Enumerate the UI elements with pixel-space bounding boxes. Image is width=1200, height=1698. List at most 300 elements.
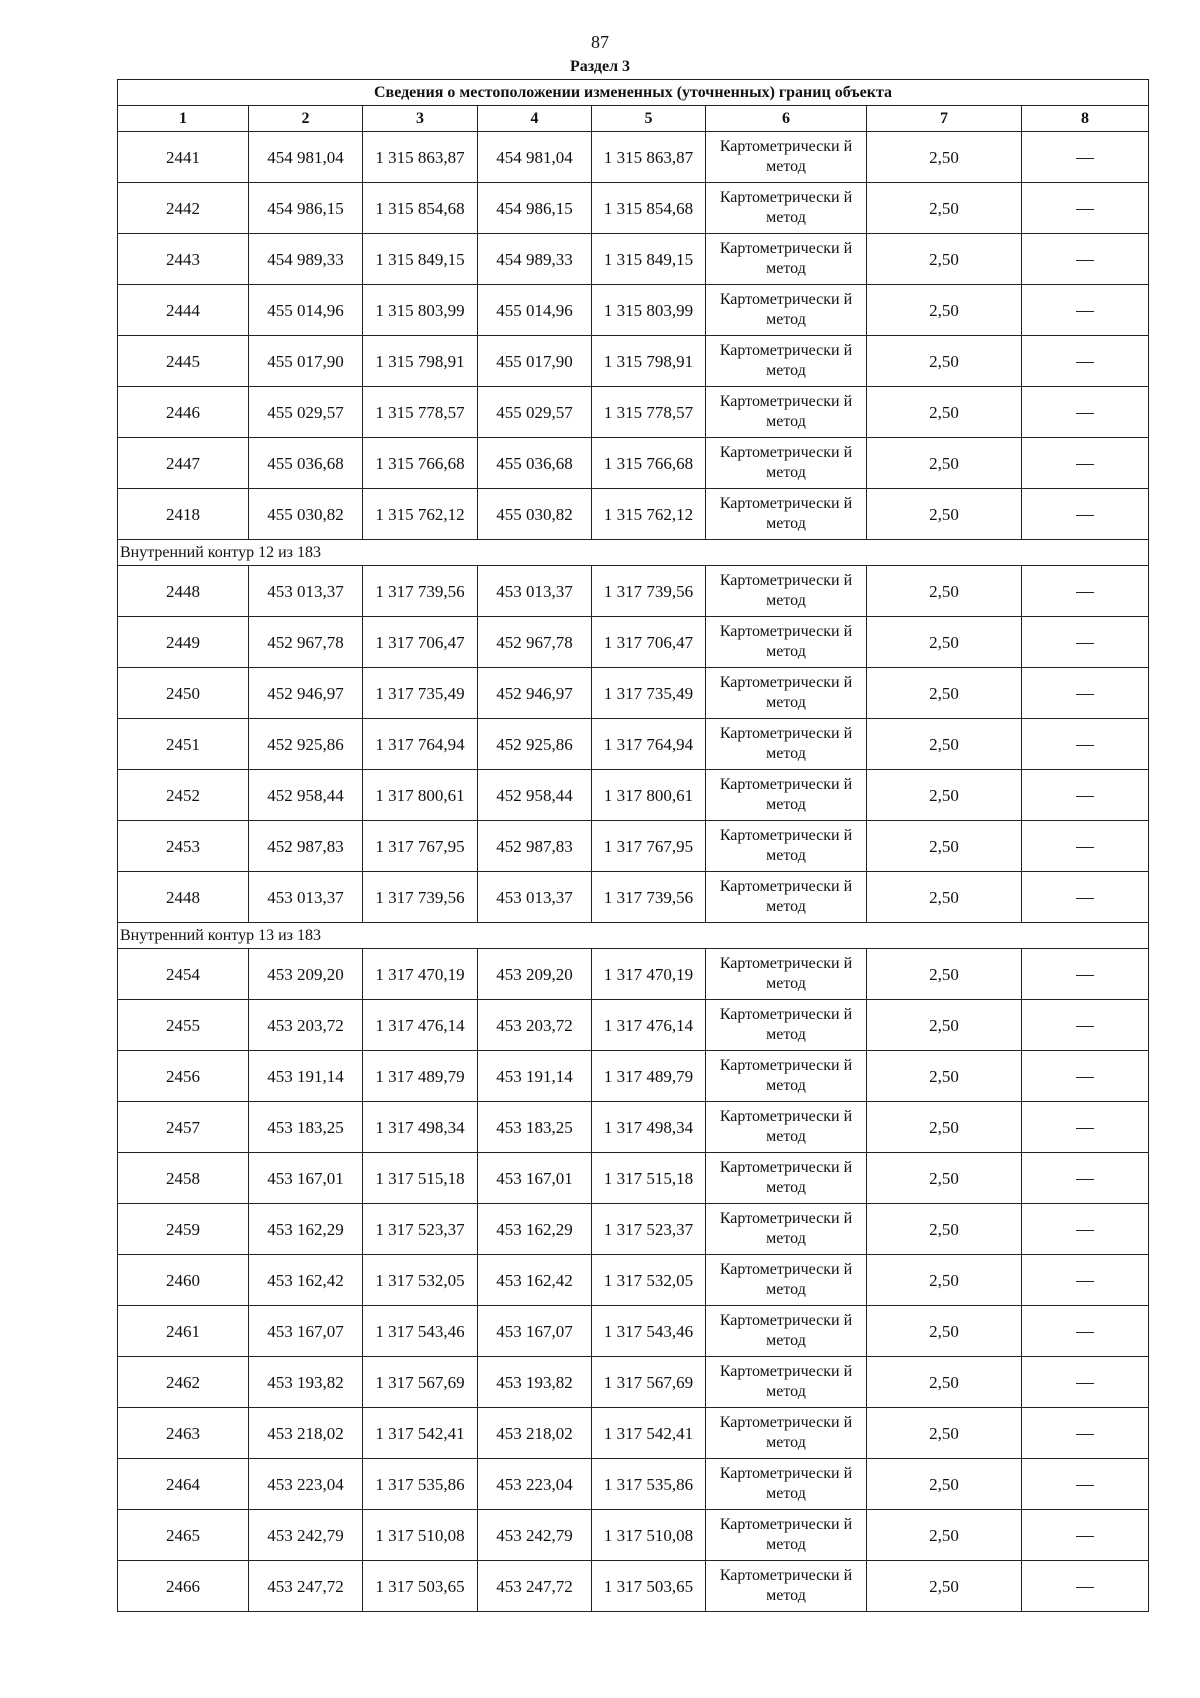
dash-mark: [1076, 515, 1094, 516]
method-text: Картометрически й метод: [719, 1210, 853, 1247]
method-cell: [706, 949, 867, 1000]
table-row: [118, 234, 1149, 285]
method-text: Картометрически й метод: [719, 189, 853, 226]
note-cell: [1022, 821, 1149, 872]
point-number-cell: 2460: [118, 1255, 249, 1306]
y-coordinate-cell: 1 315 798,91: [363, 336, 478, 387]
x-coordinate-cell: 453 013,37: [249, 566, 363, 617]
dash-mark: [1076, 311, 1094, 312]
column-number: 7: [867, 106, 1022, 132]
x-coordinate-cell: 453 162,29: [478, 1204, 592, 1255]
method-cell: [706, 821, 867, 872]
y-coordinate-cell: 1 317 764,94: [592, 719, 706, 770]
x-coordinate-cell: 453 191,14: [249, 1051, 363, 1102]
method-text: Картометрически й метод: [719, 776, 853, 813]
table-row: [118, 668, 1149, 719]
accuracy-cell: 2,50: [867, 949, 1022, 1000]
point-number-cell: 2418: [118, 489, 249, 540]
column-number: 5: [592, 106, 706, 132]
contour-label-row: [118, 923, 1149, 949]
y-coordinate-cell: 1 315 762,12: [592, 489, 706, 540]
y-coordinate-cell: 1 315 778,57: [592, 387, 706, 438]
method-cell: [706, 872, 867, 923]
y-coordinate-cell: 1 317 523,37: [363, 1204, 478, 1255]
point-number-cell: 2443: [118, 234, 249, 285]
method-cell: [706, 770, 867, 821]
y-coordinate-cell: 1 317 498,34: [592, 1102, 706, 1153]
note-cell: [1022, 1510, 1149, 1561]
table-row: [118, 183, 1149, 234]
table-row: [118, 1306, 1149, 1357]
x-coordinate-cell: 454 989,33: [478, 234, 592, 285]
note-cell: [1022, 489, 1149, 540]
column-number: 2: [249, 106, 363, 132]
x-coordinate-cell: 453 203,72: [249, 1000, 363, 1051]
table-row: [118, 1510, 1149, 1561]
y-coordinate-cell: 1 315 863,87: [592, 132, 706, 183]
table-row: [118, 1204, 1149, 1255]
table-row: [118, 1000, 1149, 1051]
note-cell: [1022, 1306, 1149, 1357]
method-text: Картометрически й метод: [719, 1516, 853, 1553]
dash-mark: [1076, 1230, 1094, 1231]
accuracy-cell: 2,50: [867, 489, 1022, 540]
method-cell: [706, 183, 867, 234]
method-cell: [706, 1102, 867, 1153]
point-number-cell: 2445: [118, 336, 249, 387]
method-text: Картометрически й метод: [719, 725, 853, 762]
note-cell: [1022, 336, 1149, 387]
x-coordinate-cell: 455 029,57: [249, 387, 363, 438]
contour-label-row: [118, 540, 1149, 566]
point-number-cell: 2465: [118, 1510, 249, 1561]
x-coordinate-cell: 455 029,57: [478, 387, 592, 438]
column-number: 3: [363, 106, 478, 132]
point-number-cell: 2451: [118, 719, 249, 770]
dash-mark: [1076, 413, 1094, 414]
method-cell: [706, 285, 867, 336]
note-cell: [1022, 183, 1149, 234]
accuracy-cell: 2,50: [867, 1204, 1022, 1255]
x-coordinate-cell: 452 967,78: [478, 617, 592, 668]
accuracy-cell: 2,50: [867, 1255, 1022, 1306]
y-coordinate-cell: 1 317 739,56: [592, 872, 706, 923]
method-text: Картометрически й метод: [719, 342, 853, 379]
point-number-cell: 2466: [118, 1561, 249, 1612]
note-cell: [1022, 770, 1149, 821]
y-coordinate-cell: 1 317 503,65: [592, 1561, 706, 1612]
x-coordinate-cell: 455 014,96: [249, 285, 363, 336]
x-coordinate-cell: 455 030,82: [249, 489, 363, 540]
x-coordinate-cell: 455 014,96: [478, 285, 592, 336]
y-coordinate-cell: 1 317 767,95: [592, 821, 706, 872]
x-coordinate-cell: 452 946,97: [249, 668, 363, 719]
method-text: Картометрически й метод: [719, 495, 853, 532]
y-coordinate-cell: 1 317 515,18: [363, 1153, 478, 1204]
y-coordinate-cell: 1 317 739,56: [363, 872, 478, 923]
table-caption: Сведения о местоположении измененных (уточненных) границ объекта: [118, 80, 1149, 106]
point-number-cell: 2453: [118, 821, 249, 872]
x-coordinate-cell: 453 162,42: [249, 1255, 363, 1306]
y-coordinate-cell: 1 317 543,46: [592, 1306, 706, 1357]
method-cell: [706, 1051, 867, 1102]
x-coordinate-cell: 453 167,07: [249, 1306, 363, 1357]
method-cell: [706, 234, 867, 285]
y-coordinate-cell: 1 317 535,86: [363, 1459, 478, 1510]
table-row: [118, 1255, 1149, 1306]
x-coordinate-cell: 452 925,86: [249, 719, 363, 770]
y-coordinate-cell: 1 317 535,86: [592, 1459, 706, 1510]
method-text: Картометрически й метод: [719, 444, 853, 481]
y-coordinate-cell: 1 317 567,69: [363, 1357, 478, 1408]
x-coordinate-cell: 453 167,01: [249, 1153, 363, 1204]
x-coordinate-cell: 453 183,25: [249, 1102, 363, 1153]
table-row: [118, 566, 1149, 617]
y-coordinate-cell: 1 317 489,79: [592, 1051, 706, 1102]
dash-mark: [1076, 694, 1094, 695]
point-number-cell: 2462: [118, 1357, 249, 1408]
accuracy-cell: 2,50: [867, 1000, 1022, 1051]
y-coordinate-cell: 1 315 849,15: [363, 234, 478, 285]
note-cell: [1022, 668, 1149, 719]
x-coordinate-cell: 455 017,90: [249, 336, 363, 387]
accuracy-cell: 2,50: [867, 872, 1022, 923]
accuracy-cell: 2,50: [867, 1459, 1022, 1510]
accuracy-cell: 2,50: [867, 1102, 1022, 1153]
column-number-row: [118, 106, 1149, 132]
y-coordinate-cell: 1 317 523,37: [592, 1204, 706, 1255]
y-coordinate-cell: 1 317 767,95: [363, 821, 478, 872]
table-row: [118, 1408, 1149, 1459]
dash-mark: [1076, 209, 1094, 210]
point-number-cell: 2461: [118, 1306, 249, 1357]
y-coordinate-cell: 1 317 800,61: [363, 770, 478, 821]
y-coordinate-cell: 1 317 739,56: [363, 566, 478, 617]
dash-mark: [1076, 1332, 1094, 1333]
y-coordinate-cell: 1 315 778,57: [363, 387, 478, 438]
y-coordinate-cell: 1 317 543,46: [363, 1306, 478, 1357]
y-coordinate-cell: 1 317 706,47: [363, 617, 478, 668]
x-coordinate-cell: 453 191,14: [478, 1051, 592, 1102]
dash-mark: [1076, 592, 1094, 593]
dash-mark: [1076, 1536, 1094, 1537]
method-cell: [706, 1204, 867, 1255]
point-number-cell: 2442: [118, 183, 249, 234]
column-number: 4: [478, 106, 592, 132]
dash-mark: [1076, 847, 1094, 848]
note-cell: [1022, 387, 1149, 438]
page-number: 87: [591, 32, 609, 52]
accuracy-cell: 2,50: [867, 438, 1022, 489]
point-number-cell: 2458: [118, 1153, 249, 1204]
y-coordinate-cell: 1 317 510,08: [592, 1510, 706, 1561]
table-row: [118, 617, 1149, 668]
table-row: [118, 1459, 1149, 1510]
table-row: [118, 489, 1149, 540]
y-coordinate-cell: 1 315 854,68: [363, 183, 478, 234]
y-coordinate-cell: 1 317 510,08: [363, 1510, 478, 1561]
table-row: [118, 1051, 1149, 1102]
method-text: Картометрически й метод: [719, 1414, 853, 1451]
dash-mark: [1076, 1434, 1094, 1435]
point-number-cell: 2456: [118, 1051, 249, 1102]
method-cell: [706, 387, 867, 438]
accuracy-cell: 2,50: [867, 1357, 1022, 1408]
dash-mark: [1076, 1026, 1094, 1027]
y-coordinate-cell: 1 317 476,14: [592, 1000, 706, 1051]
x-coordinate-cell: 453 183,25: [478, 1102, 592, 1153]
x-coordinate-cell: 453 193,82: [478, 1357, 592, 1408]
method-text: Картометрически й метод: [719, 1159, 853, 1196]
note-cell: [1022, 1102, 1149, 1153]
x-coordinate-cell: 453 167,07: [478, 1306, 592, 1357]
method-text: Картометрически й метод: [719, 674, 853, 711]
x-coordinate-cell: 454 981,04: [478, 132, 592, 183]
note-cell: [1022, 1153, 1149, 1204]
point-number-cell: 2448: [118, 872, 249, 923]
x-coordinate-cell: 453 247,72: [478, 1561, 592, 1612]
y-coordinate-cell: 1 315 766,68: [363, 438, 478, 489]
method-text: Картометрически й метод: [719, 1465, 853, 1502]
dash-mark: [1076, 1485, 1094, 1486]
y-coordinate-cell: 1 317 503,65: [363, 1561, 478, 1612]
method-cell: [706, 438, 867, 489]
method-cell: [706, 1510, 867, 1561]
y-coordinate-cell: 1 315 798,91: [592, 336, 706, 387]
x-coordinate-cell: 455 036,68: [249, 438, 363, 489]
accuracy-cell: 2,50: [867, 285, 1022, 336]
y-coordinate-cell: 1 317 567,69: [592, 1357, 706, 1408]
note-cell: [1022, 234, 1149, 285]
point-number-cell: 2448: [118, 566, 249, 617]
method-text: Картометрически й метод: [719, 291, 853, 328]
x-coordinate-cell: 453 247,72: [249, 1561, 363, 1612]
table-caption-row: [118, 80, 1149, 106]
x-coordinate-cell: 452 946,97: [478, 668, 592, 719]
method-text: Картометрически й метод: [719, 240, 853, 277]
x-coordinate-cell: 452 967,78: [249, 617, 363, 668]
table-row: [118, 1357, 1149, 1408]
note-cell: [1022, 1459, 1149, 1510]
x-coordinate-cell: 453 223,04: [249, 1459, 363, 1510]
point-number-cell: 2455: [118, 1000, 249, 1051]
method-text: Картометрически й метод: [719, 827, 853, 864]
x-coordinate-cell: 453 218,02: [249, 1408, 363, 1459]
note-cell: [1022, 285, 1149, 336]
x-coordinate-cell: 453 162,29: [249, 1204, 363, 1255]
y-coordinate-cell: 1 317 800,61: [592, 770, 706, 821]
point-number-cell: 2447: [118, 438, 249, 489]
note-cell: [1022, 949, 1149, 1000]
table-row: [118, 872, 1149, 923]
x-coordinate-cell: 452 958,44: [249, 770, 363, 821]
point-number-cell: 2446: [118, 387, 249, 438]
y-coordinate-cell: 1 317 489,79: [363, 1051, 478, 1102]
note-cell: [1022, 617, 1149, 668]
y-coordinate-cell: 1 315 863,87: [363, 132, 478, 183]
point-number-cell: 2452: [118, 770, 249, 821]
method-text: Картометрически й метод: [719, 1567, 853, 1604]
point-number-cell: 2449: [118, 617, 249, 668]
x-coordinate-cell: 453 167,01: [478, 1153, 592, 1204]
table-row: [118, 438, 1149, 489]
accuracy-cell: 2,50: [867, 1306, 1022, 1357]
x-coordinate-cell: 454 981,04: [249, 132, 363, 183]
x-coordinate-cell: 453 209,20: [249, 949, 363, 1000]
table-row: [118, 949, 1149, 1000]
method-cell: [706, 1459, 867, 1510]
accuracy-cell: 2,50: [867, 719, 1022, 770]
dash-mark: [1076, 362, 1094, 363]
table-row: [118, 285, 1149, 336]
x-coordinate-cell: 455 030,82: [478, 489, 592, 540]
y-coordinate-cell: 1 315 854,68: [592, 183, 706, 234]
x-coordinate-cell: 454 989,33: [249, 234, 363, 285]
table-row: [118, 1102, 1149, 1153]
note-cell: [1022, 1357, 1149, 1408]
note-cell: [1022, 1204, 1149, 1255]
y-coordinate-cell: 1 317 476,14: [363, 1000, 478, 1051]
accuracy-cell: 2,50: [867, 387, 1022, 438]
accuracy-cell: 2,50: [867, 1408, 1022, 1459]
accuracy-cell: 2,50: [867, 668, 1022, 719]
accuracy-cell: 2,50: [867, 617, 1022, 668]
method-cell: [706, 1561, 867, 1612]
point-number-cell: 2454: [118, 949, 249, 1000]
y-coordinate-cell: 1 317 470,19: [592, 949, 706, 1000]
accuracy-cell: 2,50: [867, 336, 1022, 387]
contour-label: Внутренний контур 12 из 183: [118, 540, 1149, 566]
dash-mark: [1076, 1587, 1094, 1588]
y-coordinate-cell: 1 317 735,49: [592, 668, 706, 719]
point-number-cell: 2444: [118, 285, 249, 336]
x-coordinate-cell: 454 986,15: [249, 183, 363, 234]
method-text: Картометрически й метод: [719, 572, 853, 609]
accuracy-cell: 2,50: [867, 183, 1022, 234]
method-text: Картометрически й метод: [719, 138, 853, 175]
method-text: Картометрически й метод: [719, 393, 853, 430]
dash-mark: [1076, 1281, 1094, 1282]
method-text: Картометрически й метод: [719, 878, 853, 915]
method-cell: [706, 489, 867, 540]
dash-mark: [1076, 1128, 1094, 1129]
column-number: 6: [706, 106, 867, 132]
dash-mark: [1076, 745, 1094, 746]
y-coordinate-cell: 1 317 542,41: [592, 1408, 706, 1459]
y-coordinate-cell: 1 317 470,19: [363, 949, 478, 1000]
table-row: [118, 1153, 1149, 1204]
x-coordinate-cell: 453 242,79: [478, 1510, 592, 1561]
dash-mark: [1076, 1179, 1094, 1180]
dash-mark: [1076, 796, 1094, 797]
x-coordinate-cell: 453 013,37: [249, 872, 363, 923]
table-row: [118, 336, 1149, 387]
table-row: [118, 821, 1149, 872]
x-coordinate-cell: 452 987,83: [478, 821, 592, 872]
note-cell: [1022, 1051, 1149, 1102]
method-text: Картометрически й метод: [719, 955, 853, 992]
contour-label: Внутренний контур 13 из 183: [118, 923, 1149, 949]
accuracy-cell: 2,50: [867, 1561, 1022, 1612]
method-cell: [706, 1153, 867, 1204]
note-cell: [1022, 1255, 1149, 1306]
y-coordinate-cell: 1 315 803,99: [363, 285, 478, 336]
table-row: [118, 132, 1149, 183]
y-coordinate-cell: 1 315 766,68: [592, 438, 706, 489]
method-text: Картометрически й метод: [719, 1108, 853, 1145]
x-coordinate-cell: 453 013,37: [478, 872, 592, 923]
point-number-cell: 2457: [118, 1102, 249, 1153]
method-text: Картометрически й метод: [719, 623, 853, 660]
point-number-cell: 2459: [118, 1204, 249, 1255]
method-cell: [706, 1000, 867, 1051]
y-coordinate-cell: 1 317 739,56: [592, 566, 706, 617]
accuracy-cell: 2,50: [867, 770, 1022, 821]
x-coordinate-cell: 453 162,42: [478, 1255, 592, 1306]
method-text: Картометрически й метод: [719, 1312, 853, 1349]
note-cell: [1022, 1408, 1149, 1459]
y-coordinate-cell: 1 315 762,12: [363, 489, 478, 540]
y-coordinate-cell: 1 317 764,94: [363, 719, 478, 770]
x-coordinate-cell: 452 987,83: [249, 821, 363, 872]
y-coordinate-cell: 1 317 706,47: [592, 617, 706, 668]
x-coordinate-cell: 453 242,79: [249, 1510, 363, 1561]
accuracy-cell: 2,50: [867, 234, 1022, 285]
method-cell: [706, 719, 867, 770]
method-text: Картометрически й метод: [719, 1006, 853, 1043]
method-cell: [706, 566, 867, 617]
note-cell: [1022, 566, 1149, 617]
x-coordinate-cell: 452 958,44: [478, 770, 592, 821]
point-number-cell: 2441: [118, 132, 249, 183]
dash-mark: [1076, 158, 1094, 159]
dash-mark: [1076, 260, 1094, 261]
method-text: Картометрически й метод: [719, 1363, 853, 1400]
method-cell: [706, 336, 867, 387]
section-title: Раздел 3: [569, 58, 631, 75]
method-text: Картометрически й метод: [719, 1057, 853, 1094]
method-cell: [706, 1408, 867, 1459]
y-coordinate-cell: 1 317 542,41: [363, 1408, 478, 1459]
accuracy-cell: 2,50: [867, 132, 1022, 183]
note-cell: [1022, 1561, 1149, 1612]
x-coordinate-cell: 453 203,72: [478, 1000, 592, 1051]
y-coordinate-cell: 1 315 803,99: [592, 285, 706, 336]
note-cell: [1022, 132, 1149, 183]
method-cell: [706, 617, 867, 668]
dash-mark: [1076, 1077, 1094, 1078]
y-coordinate-cell: 1 317 735,49: [363, 668, 478, 719]
x-coordinate-cell: 453 193,82: [249, 1357, 363, 1408]
y-coordinate-cell: 1 317 532,05: [363, 1255, 478, 1306]
dash-mark: [1076, 975, 1094, 976]
method-text: Картометрически й метод: [719, 1261, 853, 1298]
table-row: [118, 387, 1149, 438]
point-number-cell: 2463: [118, 1408, 249, 1459]
x-coordinate-cell: 453 223,04: [478, 1459, 592, 1510]
method-cell: [706, 1255, 867, 1306]
method-cell: [706, 668, 867, 719]
table-row: [118, 1561, 1149, 1612]
method-cell: [706, 132, 867, 183]
dash-mark: [1076, 464, 1094, 465]
x-coordinate-cell: 453 209,20: [478, 949, 592, 1000]
y-coordinate-cell: 1 315 849,15: [592, 234, 706, 285]
dash-mark: [1076, 1383, 1094, 1384]
x-coordinate-cell: 455 017,90: [478, 336, 592, 387]
accuracy-cell: 2,50: [867, 1510, 1022, 1561]
boundary-coordinates-table: [117, 79, 1149, 1612]
